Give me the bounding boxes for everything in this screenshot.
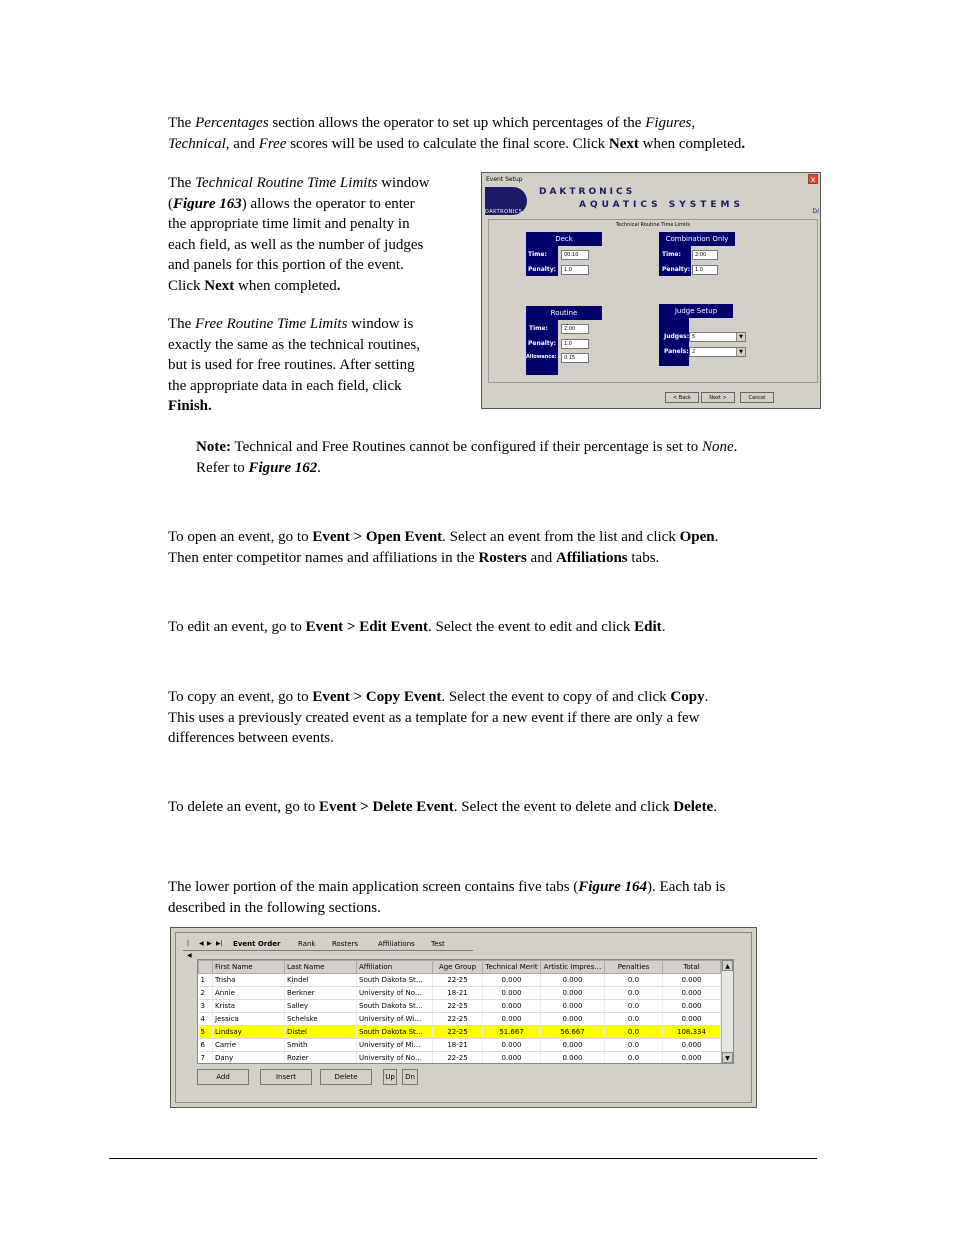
routine-group-title: Routine	[526, 306, 602, 320]
text: each field, as well as the number of judges	[168, 236, 424, 253]
text: Technical	[168, 135, 226, 152]
table-cell: University of No…	[357, 987, 433, 1000]
routine-penalty-field[interactable]: 1.0	[561, 339, 589, 349]
table-cell: 18-21	[433, 987, 483, 1000]
table-cell: 3	[199, 1000, 213, 1013]
table-cell: 0.0	[605, 1026, 663, 1039]
move-down-button[interactable]: Dn	[402, 1069, 418, 1085]
table-cell: Distel	[285, 1026, 357, 1039]
combination-time-label: Time:	[662, 251, 681, 258]
add-button[interactable]: Add	[197, 1069, 249, 1085]
panels-label: Panels:	[664, 348, 689, 355]
insert-button[interactable]: Insert	[260, 1069, 312, 1085]
text: Figures	[645, 115, 692, 131]
note-paragraph	[196, 437, 836, 478]
column-header[interactable]: Technical Merit	[483, 961, 541, 974]
text: . Select the event to copy of and click	[441, 689, 671, 705]
brand-subtitle: AQUATICS SYSTEMS	[579, 200, 744, 210]
table-cell: 0.000	[541, 1000, 605, 1013]
table-cell: 108.334	[663, 1026, 721, 1039]
menu-path: Event > Copy Event	[312, 689, 442, 705]
text: Copy	[670, 689, 705, 705]
routine-allowance-field[interactable]: 0:15	[561, 353, 589, 363]
table-cell: 0.000	[663, 1039, 721, 1052]
judges-label: Judges:	[664, 333, 690, 340]
text: To edit an event, go to	[168, 619, 306, 635]
table-cell: Annie	[213, 987, 285, 1000]
text: the appropriate time limit and penalty in	[168, 216, 410, 232]
text: .	[733, 439, 738, 455]
free-limits-paragraph	[168, 314, 468, 417]
table-row[interactable]	[199, 1052, 721, 1065]
cancel-button[interactable]: Cancel	[740, 392, 774, 403]
column-header[interactable]: Artistic Impres…	[541, 961, 605, 974]
table-cell: 56.667	[541, 1026, 605, 1039]
column-header[interactable]: Last Name	[285, 961, 357, 974]
column-header[interactable]: Affiliation	[357, 961, 433, 974]
text: The	[168, 316, 196, 332]
table-cell: South Dakota St…	[357, 1000, 433, 1013]
event-order-grid	[197, 959, 734, 1064]
text: Next	[608, 135, 639, 152]
table-cell: 5	[199, 1026, 213, 1039]
text: None	[702, 439, 734, 455]
scroll-down-icon[interactable]: ▼	[722, 1052, 733, 1063]
text: To delete an event, go to	[168, 799, 319, 815]
combination-group-title: Combination Only	[659, 232, 735, 246]
text: . Select the event to edit and click	[427, 619, 635, 635]
table-cell: University of Wi…	[357, 1013, 433, 1026]
column-header[interactable]: Penalties	[605, 961, 663, 974]
text: The	[168, 115, 196, 131]
technical-limits-paragraph	[168, 173, 468, 296]
text: Delete	[673, 799, 714, 815]
text: .	[713, 799, 717, 815]
open-event-paragraph	[168, 527, 848, 568]
close-icon[interactable]: x	[808, 174, 818, 184]
menu-path: Event > Delete Event	[318, 799, 454, 815]
judge-setup-group-title: Judge Setup	[659, 304, 733, 318]
text: , and	[225, 135, 259, 152]
text: .	[661, 619, 666, 635]
table-cell: 22-25	[433, 1000, 483, 1013]
text: .	[317, 459, 321, 476]
table-cell: 0.000	[483, 987, 541, 1000]
tab-rosters[interactable]: Rosters	[332, 940, 359, 948]
daktronics-logo	[485, 187, 527, 215]
table-row[interactable]	[199, 1039, 721, 1052]
table-cell: 0.000	[663, 1052, 721, 1065]
table-cell: 0.000	[483, 1052, 541, 1065]
deck-penalty-field[interactable]: 1.0	[561, 265, 589, 275]
table-header-row	[199, 961, 721, 974]
text: differences between events.	[168, 730, 334, 746]
table-cell: Carrie	[213, 1039, 285, 1052]
text: The lower portion of the main application screen contains five tabs (	[168, 879, 579, 895]
tabs-intro-paragraph	[168, 877, 848, 918]
text: This uses a previously created event as a template for a new event if there are only a few	[168, 709, 700, 726]
text: Affiliations	[555, 549, 628, 566]
text: tabs.	[627, 549, 660, 566]
table-cell: 0.000	[541, 1013, 605, 1026]
text: section allows the operator to set up which percentages of the	[268, 115, 646, 131]
text: Technical and Free Routines cannot be configured if their percentage is set to	[230, 439, 702, 455]
judges-select[interactable]	[689, 332, 746, 342]
table-row[interactable]	[199, 1013, 721, 1026]
table-cell: 0.0	[605, 987, 663, 1000]
routine-penalty-label: Penalty:	[528, 340, 557, 347]
table-cell: 0.000	[483, 1039, 541, 1052]
text: ,	[691, 115, 696, 131]
text: Percentages	[195, 115, 269, 131]
table-cell: Krista	[213, 1000, 285, 1013]
table-cell: 0.000	[663, 1013, 721, 1026]
copy-event-paragraph	[168, 687, 848, 749]
text: exactly the same as the technical routines,	[168, 336, 420, 353]
table-cell: 51.667	[483, 1026, 541, 1039]
combination-penalty-field[interactable]: 1.0	[692, 265, 718, 275]
brand-corner-text: D/	[812, 208, 819, 215]
panel-title: Technical Routine Time Limits	[615, 222, 691, 228]
figure-ref: Figure 164	[578, 879, 648, 895]
deck-time-label: Time:	[528, 251, 547, 258]
table-cell: Rozier	[285, 1052, 357, 1065]
table-cell: 22-25	[433, 1052, 483, 1065]
table-cell: 2	[199, 987, 213, 1000]
next-tab-icon[interactable]: ▶	[207, 940, 212, 947]
brand-name: DAKTRONICS	[539, 187, 636, 197]
text: Open	[679, 529, 715, 545]
event-order-table	[198, 960, 721, 1064]
text: .	[741, 135, 746, 152]
text: window	[377, 175, 430, 191]
text: (	[168, 195, 173, 212]
time-limits-panel	[488, 219, 818, 383]
tab-test[interactable]: Test	[431, 940, 445, 948]
table-cell: 22-25	[433, 1026, 483, 1039]
deck-penalty-label: Penalty:	[528, 266, 557, 273]
table-cell: Kindel	[285, 974, 357, 987]
text: Edit	[634, 619, 662, 635]
table-cell: 0.000	[483, 1000, 541, 1013]
text: scores will be used to calculate the final score. Click	[286, 135, 609, 152]
table-cell: 22-25	[433, 1013, 483, 1026]
table-cell: 0.000	[541, 987, 605, 1000]
next-button[interactable]: Next >	[701, 392, 735, 403]
table-cell: University of Mi…	[357, 1039, 433, 1052]
scroll-up-icon[interactable]: ▲	[722, 960, 733, 971]
text: when completed	[638, 135, 742, 152]
text: window is	[347, 316, 414, 332]
text: Next	[204, 277, 235, 294]
first-tab-icon[interactable]: |◀	[187, 940, 192, 959]
text: Click	[168, 277, 205, 294]
table-cell: 0.0	[605, 1039, 663, 1052]
table-cell: 0.000	[541, 1052, 605, 1065]
daktronics-banner	[483, 186, 819, 216]
table-cell: University of No…	[357, 1052, 433, 1065]
text: Rosters	[478, 549, 527, 566]
note-label: Note:	[196, 439, 231, 455]
text: .	[704, 689, 709, 705]
text: the appropriate data in each field, click	[168, 377, 402, 394]
combination-penalty-label: Penalty:	[662, 266, 691, 273]
chevron-down-icon[interactable]: ▼	[736, 333, 745, 341]
table-cell: Berkner	[285, 987, 357, 1000]
text: when completed	[234, 277, 337, 294]
percentages-paragraph	[168, 113, 828, 154]
table-row[interactable]	[199, 1000, 721, 1013]
table-cell: 0.0	[605, 1000, 663, 1013]
table-cell: Lindsay	[213, 1026, 285, 1039]
tab-event-order[interactable]: Event Order	[233, 940, 281, 948]
table-cell: 0.000	[663, 974, 721, 987]
table-cell: 4	[199, 1013, 213, 1026]
table-cell: Schelske	[285, 1013, 357, 1026]
table-cell: Salley	[285, 1000, 357, 1013]
text: .	[336, 277, 341, 294]
text: . Select an event from the list and click	[442, 529, 680, 545]
table-cell: 0.0	[605, 974, 663, 987]
text: .	[714, 529, 719, 545]
routine-time-field[interactable]: 2:00	[561, 324, 589, 334]
table-cell: 1	[199, 974, 213, 987]
table-cell: 6	[199, 1039, 213, 1052]
figure-ref: Figure 163	[173, 195, 242, 212]
text: and	[526, 549, 556, 566]
table-cell: 0.0	[605, 1013, 663, 1026]
column-header[interactable]: First Name	[213, 961, 285, 974]
column-header[interactable]	[199, 961, 213, 974]
table-cell: 0.000	[541, 974, 605, 987]
judges-value: 5	[692, 334, 696, 340]
back-button[interactable]: < Back	[665, 392, 699, 403]
deck-time-field[interactable]: 00:10	[561, 250, 589, 260]
text: ). Each tab is	[647, 879, 726, 895]
move-up-button[interactable]: Up	[383, 1069, 397, 1085]
table-cell: 18-21	[433, 1039, 483, 1052]
text: but is used for free routines. After setting	[168, 357, 415, 373]
table-cell: South Dakota St…	[357, 974, 433, 987]
figure-ref: Figure 162	[248, 459, 318, 476]
text: Finish.	[168, 398, 212, 414]
table-cell: Jessica	[213, 1013, 285, 1026]
panels-select[interactable]	[689, 347, 746, 357]
table-cell: Dany	[213, 1052, 285, 1065]
last-tab-icon[interactable]: ▶|	[216, 940, 223, 947]
table-cell: Smith	[285, 1039, 357, 1052]
logo-text: DAKTRONICS	[485, 209, 523, 215]
text: . Select the event to delete and click	[453, 799, 674, 815]
text: Free	[258, 135, 287, 152]
text: Then enter competitor names and affiliations in the	[168, 549, 479, 566]
menu-path: Event > Edit Event	[305, 619, 428, 635]
tab-rank[interactable]: Rank	[298, 940, 316, 948]
dialog-title: Event Setup	[482, 173, 820, 186]
table-cell: 0.000	[663, 1000, 721, 1013]
table-cell: 0.000	[541, 1039, 605, 1052]
combination-time-field[interactable]: 2:00	[692, 250, 718, 260]
event-setup-dialog	[481, 172, 821, 409]
chevron-down-icon[interactable]: ▼	[736, 348, 745, 356]
tab-underline	[183, 950, 473, 951]
column-header[interactable]: Total	[663, 961, 721, 974]
footer-rule	[109, 1158, 817, 1159]
tab-affiliations[interactable]: Affiliations	[378, 940, 415, 948]
text: ) allows the operator to enter	[241, 195, 415, 212]
text: Technical Routine Time Limits	[195, 175, 378, 191]
table-row[interactable]	[199, 1026, 721, 1039]
table-cell: 7	[199, 1052, 213, 1065]
table-cell: 0.0	[605, 1052, 663, 1065]
edit-event-paragraph	[168, 617, 848, 638]
text: To copy an event, go to	[168, 689, 313, 705]
delete-event-paragraph	[168, 797, 848, 818]
table-row[interactable]	[199, 974, 721, 987]
menu-path: Event > Open Event	[312, 529, 443, 545]
panels-value: 2	[692, 349, 696, 355]
table-cell: 0.000	[663, 987, 721, 1000]
table-cell: 0.000	[483, 1013, 541, 1026]
table-cell: 22-25	[433, 974, 483, 987]
routine-allowance-label: Allowance:	[526, 354, 557, 360]
table-cell: 0.000	[483, 974, 541, 987]
judge-setup-group-bar	[659, 318, 689, 366]
prev-tab-icon[interactable]: ◀	[199, 940, 204, 947]
text: Refer to	[196, 459, 249, 476]
deck-group-title: Deck	[526, 232, 602, 246]
table-cell: South Dakota St…	[357, 1026, 433, 1039]
vertical-scrollbar[interactable]	[721, 960, 733, 1063]
text: To open an event, go to	[168, 529, 313, 545]
routine-time-label: Time:	[529, 325, 548, 332]
delete-button[interactable]: Delete	[320, 1069, 372, 1085]
text: The	[168, 175, 196, 191]
event-order-window	[170, 927, 757, 1108]
text: and panels for this portion of the event.	[168, 257, 404, 273]
column-header[interactable]: Age Group	[433, 961, 483, 974]
table-cell: Trisha	[213, 974, 285, 987]
table-row[interactable]	[199, 987, 721, 1000]
text: described in the following sections.	[168, 899, 381, 916]
text: Free Routine Time Limits	[195, 316, 348, 332]
